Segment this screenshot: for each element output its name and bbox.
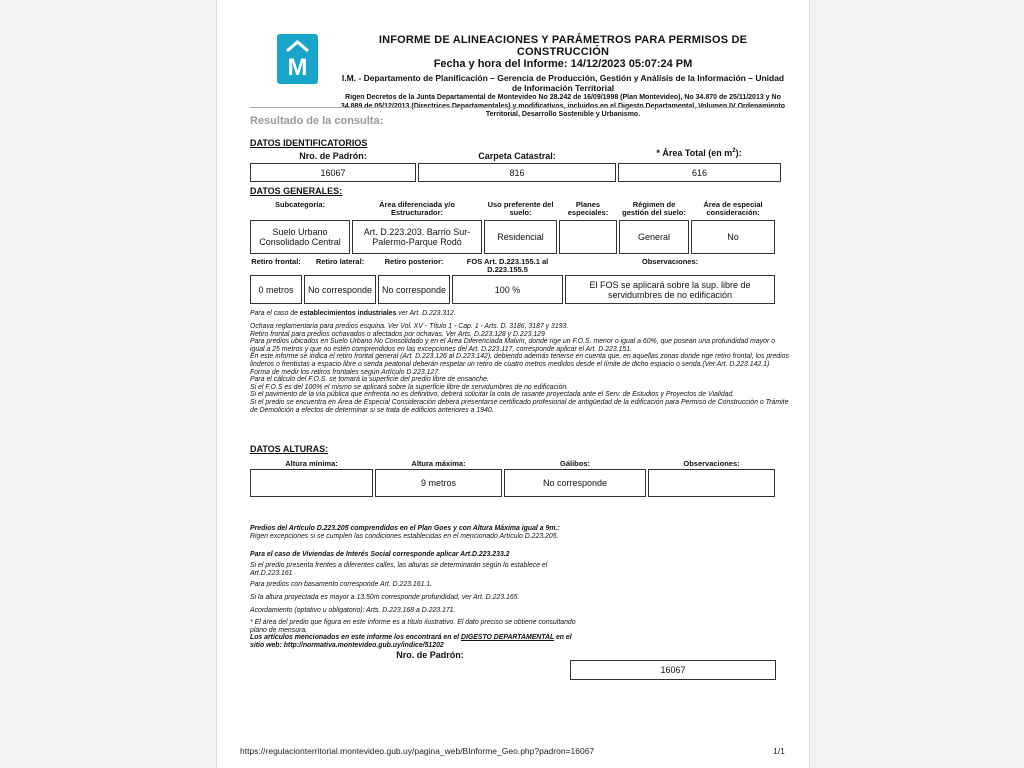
altura-max-value: 9 metros xyxy=(375,469,502,497)
carpeta-label: Carpeta Catastral: xyxy=(478,151,556,161)
altura-min-label: Altura mínima: xyxy=(285,459,338,468)
area-label: * Área Total (en $m^2$): xyxy=(656,148,742,158)
galibos-label: Gálibos: xyxy=(559,459,590,468)
industrial-note: Para el caso de establecimientos industriales ver Art. D.223.312. xyxy=(250,310,456,317)
subcategoria-label: Subcategoría: xyxy=(274,200,325,209)
print-url: https://regulacionterritorial.montevideo.gub.uy/pagina_web/BInforme_Geo.php?padron=16067 xyxy=(240,746,595,756)
note-line: Si el pavimento de la vía pública que enfrenta no es definitivo, deberá solicitar la cota de rasante proyectada ante el Serv. de Estudios y Proyectos de Vialidad. xyxy=(250,391,735,399)
altura-proy-note: Si la altura proyectada es mayor a 13.50m corresponde profundidad, ver Art. D.223.165. xyxy=(250,594,520,601)
digesto-note: Los artículos mencionados en este informe los encontrará en el DIGESTO DEPARTAMENTAL en el sitio web: http://normativa.montevideo.gub.uy/indice/51202 xyxy=(250,634,572,649)
report-legal: Rigen Decretos de la Junta Departamental de Montevideo No 28.242 de 16/09/1998 (Plan Montevideo), No 34.870 de 25/11/2013 y No 34.889 de 05/12/2013 (Directrices Departamentales) y modificativos, incluidos en el Digesto Departamental, Volumen IV Ordenamiento Territorial, Desarrollo Sostenible y Urbanismo. xyxy=(340,94,786,118)
generales-heading: DATOS GENERALES: xyxy=(250,186,343,196)
frentes-note: Si el predio presenta frentes a diferentes calles, las alturas se determinarán según lo establece el Art.D.223.161 xyxy=(250,562,548,577)
acordamiento-note: Acordamiento (optativo u obligatorio): Arts. D.223.168 a D.223.171. xyxy=(250,607,456,614)
fos-label: FOS Art. D.223.155.1 al D.223.155.5 xyxy=(466,257,549,274)
planes-value xyxy=(559,220,617,254)
digesto-link[interactable]: DIGESTO DEPARTAMENTAL xyxy=(461,634,555,641)
notes-list xyxy=(250,323,790,414)
area-dif-label: Área diferenciada y/o Estructurador: xyxy=(379,200,455,217)
area-esp-value: No xyxy=(691,220,775,254)
retiro-lateral-label: Retiro lateral: xyxy=(315,257,365,266)
alturas-heading: DATOS ALTURAS: xyxy=(250,444,329,454)
report-page xyxy=(216,0,810,768)
alturas-obs-value xyxy=(648,469,775,497)
area-dif-value: Art. D.223.203. Barrio Sur-Palermo-Parque Rodó xyxy=(352,220,482,254)
report-title: INFORME DE ALINEACIONES Y PARÁMETROS PARA PERMISOS DE CONSTRUCCIÓN xyxy=(378,34,748,58)
logo-letter: M xyxy=(287,54,308,81)
planes-label: Planes especiales: xyxy=(567,200,609,217)
observaciones-value: El FOS se aplicará sobre la sup. libre de servidumbres de no edificación xyxy=(565,275,775,304)
carpeta-value: 816 xyxy=(418,163,616,182)
logo-icon xyxy=(277,34,318,84)
regimen-value: General xyxy=(619,220,689,254)
regimen-label: Régimen de gestión del suelo: xyxy=(622,200,686,217)
retiro-lateral-value: No corresponde xyxy=(304,275,376,304)
identificatorios-heading: DATOS IDENTIFICATORIOS xyxy=(250,138,368,148)
footer-padron-label: Nro. de Padrón: xyxy=(396,650,464,660)
area-value: 616 xyxy=(618,163,781,182)
note-line: Forma de medir los retiros frontales según Artículo D.223.127. xyxy=(250,368,441,376)
altura-max-label: Altura máxima: xyxy=(411,459,466,468)
area-ilustrativa-note: * El área del predio que figura en este informe es a título ilustrativo. El dato preciso se obtiene consultando plano de mensura. xyxy=(250,619,576,634)
retiro-posterior-value: No corresponde xyxy=(378,275,450,304)
resultado-heading: Resultado de la consulta: xyxy=(250,115,384,127)
area-esp-label: Área de especial consideración: xyxy=(703,200,763,217)
note-line: Para el cálculo del F.O.S. se tomará la superficie del predio libre de ensanche. xyxy=(250,376,489,384)
report-dept: I.M. - Departamento de Planificación – Gerencia de Producción, Gestión y Análisis de la Información – Unidad de Información Territorial xyxy=(341,73,785,93)
alturas-obs-label: Observaciones: xyxy=(683,459,740,468)
print-page-count: 1/1 xyxy=(773,746,785,756)
montevideo-logo xyxy=(277,34,318,84)
uso-label: Uso preferente del suelo: xyxy=(487,200,554,217)
goes-note: Predios del Artículo D.223.205 comprendidos en el Plan Goes y con Altura Máxima igual a 9m.: Rigen excepciones si se cumplen las condiciones establecidas en el mencionado Artículo D.223.205. xyxy=(250,525,560,540)
retiro-frontal-value: 0 metros xyxy=(250,275,302,304)
report-datetime: Fecha y hora del Informe: 14/12/2023 05:07:24 PM xyxy=(433,58,693,70)
header-divider xyxy=(250,107,781,108)
footer-padron-value: 16067 xyxy=(570,660,776,680)
padron-value: 16067 xyxy=(250,163,416,182)
fos-value: 100 % xyxy=(452,275,563,304)
note-line: Para predios ubicados en Suelo Urbano No Consolidado y en el Área Diferenciada Malvín, donde rige un F.O.S. menor o igual a 60%, que posean una profundidad mayor o igual a 25 metros y que no estén comprendidos en las excepciones del Art. D.223.117, corresponde aplicar el Art. D.223.151. xyxy=(250,338,776,353)
note-line: En este informe se indica el retiro frontal general (Art. D.223.126 al D.223.142), debiendo además tenerse en cuenta que, en aquellas zonas donde rige retiro frontal, los predios linderos o frentistas a espacio libre o senda peatonal deberán respetar un retiro de cuatro metros medidos desde el límite de dicho espacio o senda.(Ver Art. D.223.142.1) xyxy=(250,353,789,368)
observaciones-label: Observaciones: xyxy=(641,257,699,266)
uso-value: Residencial xyxy=(484,220,557,254)
vis-note: Para el caso de Viviendas de Interés Social corresponde aplicar Art.D.223.233.2 xyxy=(250,551,510,558)
subcategoria-value: Suelo Urbano Consolidado Central xyxy=(250,220,350,254)
galibos-value: No corresponde xyxy=(504,469,646,497)
retiro-posterior-label: Retiro posterior: xyxy=(384,257,444,266)
note-line: Retiro frontal para predios ochavados o afectados por ochavas. Ver Arts. D.223.128 y D.223.129 xyxy=(250,330,545,338)
basamento-note: Para predios con basamento corresponde Art. D.223.161.1. xyxy=(250,581,433,588)
retiro-frontal-label: Retiro frontal: xyxy=(251,257,301,266)
altura-min-value xyxy=(250,469,373,497)
note-line: Si el F.O.S es del 100% el mismo se aplicará sobre la superficie libre de servidumbres de no edificación. xyxy=(250,383,569,391)
note-line: Si el predio se encuentra en Área de Especial Consideración deberá presentarse certificado profesional de antigüedad de la edificación para Permiso de Construcción o Trámite de Demolición a efectos de determinar si se trata de edificios anteriores a 1940. xyxy=(250,398,789,414)
padron-label: Nro. de Padrón: xyxy=(299,151,367,161)
note-line: Ochava reglamentaria para predios esquina. Ver Vol. XV - Título 1 - Cap. 1 - Arts. D. 3186, 3187 y 3193. xyxy=(250,323,569,330)
